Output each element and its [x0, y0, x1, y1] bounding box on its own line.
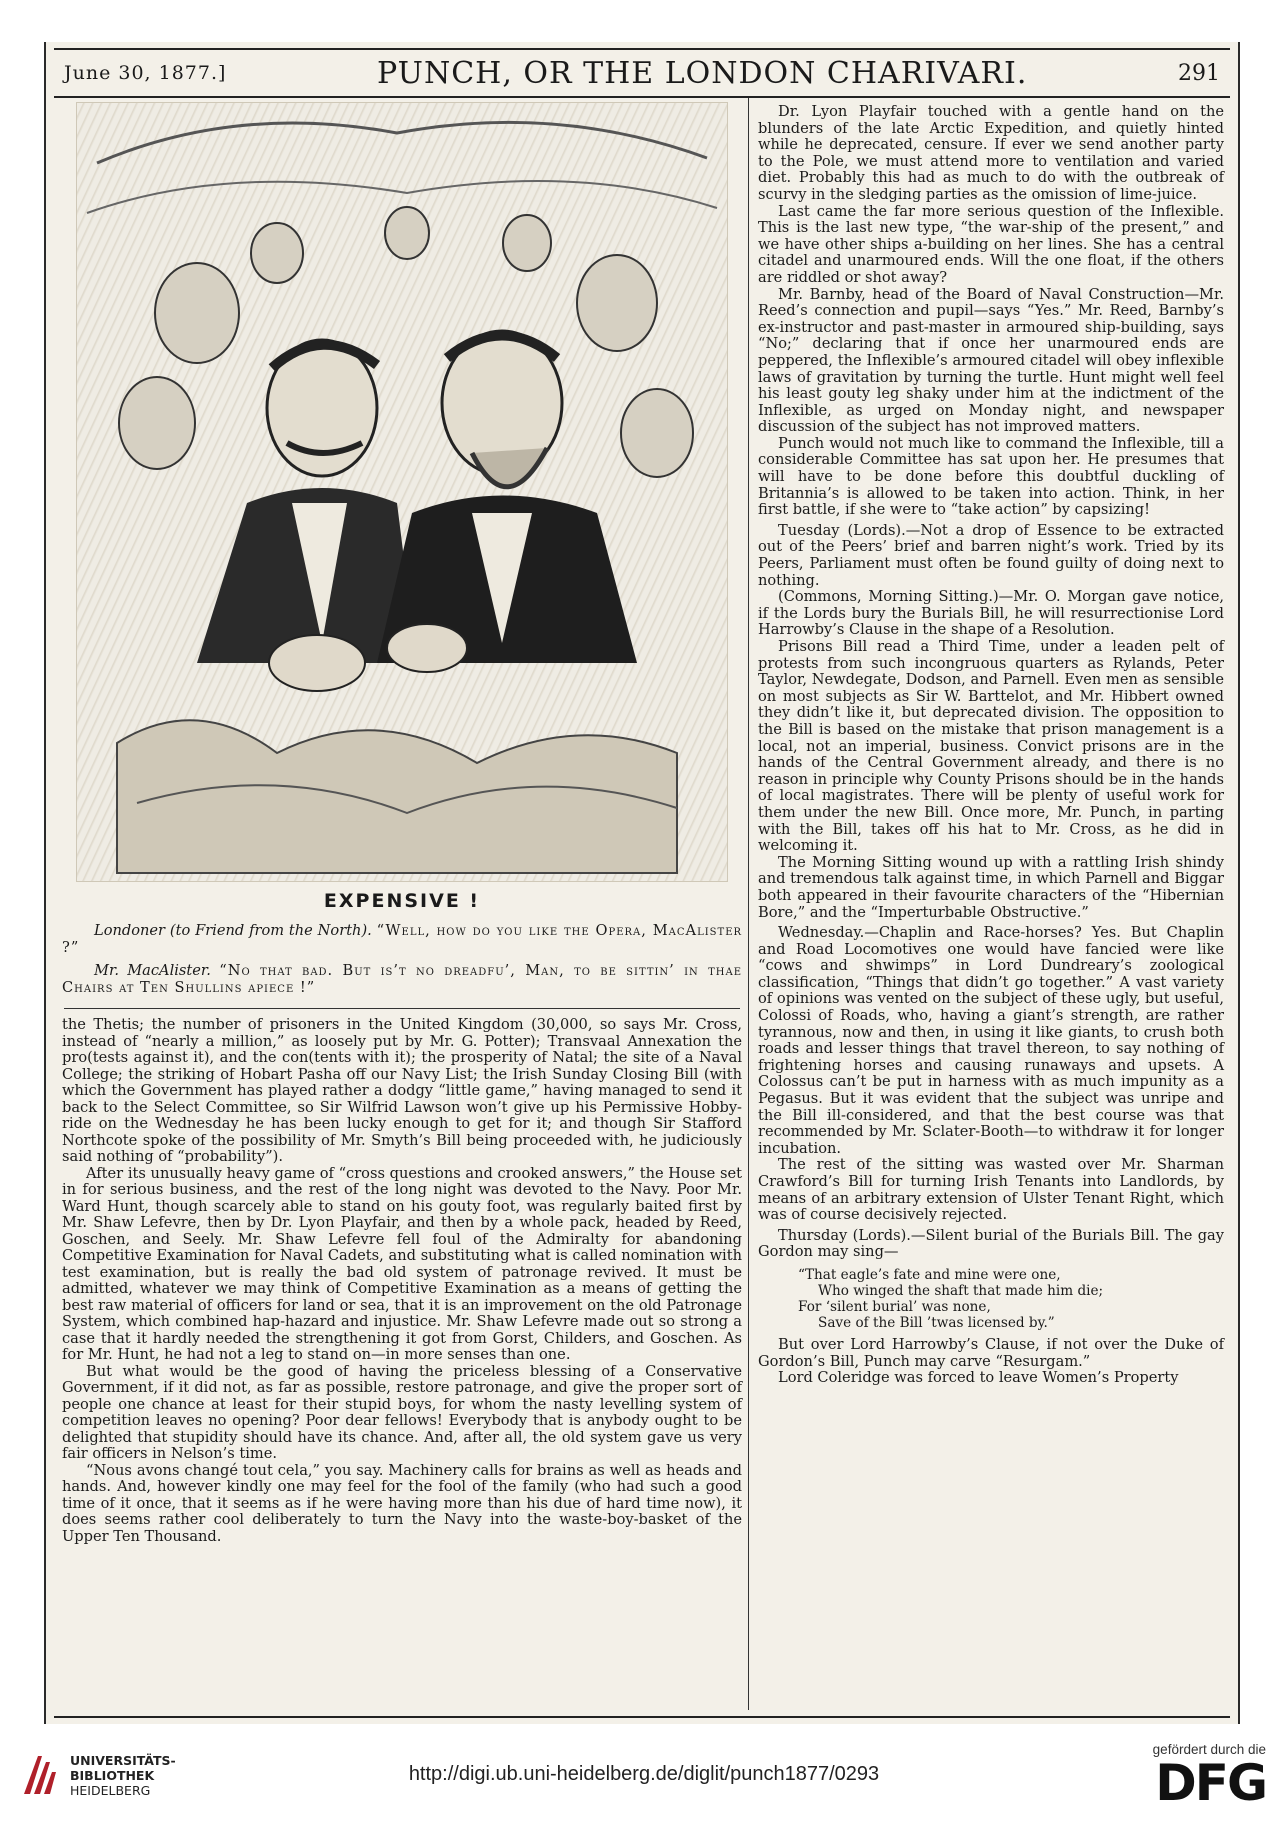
paragraph: Tuesday (Lords).—Not a drop of Essence to be extracted out of the Peers’ brief and barren night’s work. Tried by its Peers, Parliament must often be found guilty of doing next to nothing.	[758, 521, 1224, 589]
caption-text-1: “Well, how do you like the Opera, MacAlister ?”	[62, 922, 743, 956]
paragraph: Lord Coleridge was forced to leave Women’s Property	[778, 1369, 1179, 1387]
paragraph: Dr. Lyon Playfair touched with a gentle hand on the blunders of the late Arctic Expedition, and quietly hinted while he deprecated, censure. If ever we send another party to the Pole, we must attend more to ventilation and varied diet. Probably this had as much to do with the outbreak of scurvy in the sledging parties as the omission of lime-juice.	[758, 103, 1224, 203]
paragraph: But what would be the good of having the priceless blessing of a Conservative Government, if it did not, as far as possible, restore patronage, and give the proper sort of people one chance at least for their stupid boys, for whom the nasty levelling system of competition leaves no opening? Poor dear fellows! Everybody that is anybody ought to be delighted that stupidity should have its chance. And, after all, the old system gave us very fair officers in Nelson’s time.	[62, 1362, 742, 1462]
library-line-2: BIBLIOTHEK	[70, 1767, 155, 1783]
caption-rule	[64, 1008, 740, 1009]
cartoon-illustration	[76, 102, 728, 882]
dfg-logo: DFG	[1155, 1754, 1266, 1812]
paragraph: Last came the far more serious question of the Inflexible. This is the last new type, “the war-ship of the present,” and we have other ships a-building on her lines. She has a central citadel and unarmoured ends. Will the one float, if the others are riddled or shot away?	[758, 202, 1224, 286]
paragraph: Thursday (Lords).—Silent burial of the Burials Bill. The gay Gordon may sing—	[758, 1226, 1224, 1261]
paragraph: Punch would not much like to command the Inflexible, till a considerable Committee has sat upon her. He presumes that will have to be done before this doubtful duckling of Britannia’s is allowed to be taken into action. Think, in her first battle, if she were to “take action” by capsizing!	[758, 434, 1224, 519]
library-line-3: HEIDELBERG	[70, 1782, 151, 1798]
header-title: PUNCH, OR THE LONDON CHARIVARI.	[377, 55, 1028, 91]
caption-speaker-2: Mr. MacAlister.	[94, 962, 211, 979]
paragraph: (Commons, Morning Sitting.)—Mr. O. Morgan gave notice, if the Lords bury the Burials Bill, he will resurrectionise Lord Harrowby’s Clause in the shape of a Resolution.	[758, 588, 1224, 639]
header-page-number: 291	[1178, 60, 1220, 86]
newspaper-page	[44, 42, 1240, 1724]
paragraph: the Thetis; the number of prisoners in the United Kingdom (30,000, so says Mr. Cross, instead of “nearly a million,” as loosely put by Mr. G. Potter); Transvaal Annexation the pro(tests against it), and the con(tents with it); the prosperity of Natal; the site of a Naval College; the striking of Hobart Pasha off our Navy List; the Irish Sunday Closing Bill (with which the Government has played rather a dodgy “little game,” having managed to send it back to the Select Committee, so Sir Wilfrid Lawson won’t give up his Permissive Hobby-ride on the Wednesday he has been lucky enough to get for it; and though Sir Stafford Northcote spoke of the possibility of Mr. Smyth’s Bill being proceeded with, he judiciously said nothing of “probability”).	[62, 1016, 742, 1165]
cartoon-drawing	[77, 103, 727, 881]
right-column	[758, 104, 1224, 1387]
paragraph: Wednesday.—Chaplin and Race-horses? Yes. But Chaplin and Road Locomotives one would have fancied were like “cows and shwimps” in Lord Dundreary’s zoological classification, “Things that didn’t go together.” A vast variety of opinions was vented on the subject of these ugly, but useful, Colossi of Roads, who, having a giant’s strength, are rather tyrannous, now and then, in using it like giants, to crush both roads and lesser things that travel thereon, to say nothing of frightening horses and causing runaways and upsets. A Colossus can’t be put in harness with as much impunity as a Pegasus. But it was evident that the subject was unripe and the Bill ill-considered, and that the best course was that recommended by Mr. Sclater-Booth—to withdraw it for longer incubation.	[758, 924, 1224, 1157]
poem-line: For ‘silent burial’ was none,	[798, 1298, 991, 1315]
paragraph: After its unusually heavy game of “cross questions and crooked answers,” the House set in for serious business, and the rest of the long night was devoted to the Navy. Poor Mr. Ward Hunt, though scarcely able to stand on his gouty foot, was regularly baited first by Mr. Shaw Lefevre, then by Dr. Lyon Playfair, and then by a whole pack, headed by Reed, Goschen, and Seely. Mr. Shaw Lefevre fell foul of the Admiralty for abandoning Competitive Examination for Naval Cadets, and substituting what is called nomination with test examination, but is really the bad old system of patronage revived. It must be admitted, whatever we may think of Competitive Examination as a means of getting the best raw material of officers for land or sea, that it is an improvement on the old Patronage System, which combined hap-hazard and injustice. Mr. Shaw Lefevre made out so strong a case that it hardly needed the strengthening it got from Gorst, Childers, and Goschen. As for Mr. Hunt, he had not a leg to stand on—in more senses than one.	[62, 1164, 742, 1363]
header-date: June 30, 1877.]	[64, 62, 227, 84]
paragraph: But over Lord Harrowby’s Clause, if not over the Duke of Gordon’s Bill, Punch may carve “Resurgam.”	[758, 1335, 1224, 1370]
poem-line: Save of the Bill ’twas licensed by.”	[818, 1314, 1055, 1331]
caption-speaker-1: Londoner	[94, 922, 166, 939]
paragraph: Mr. Barnby, head of the Board of Naval Construction—Mr. Reed’s connection and pupil—says “Yes.” Mr. Reed, Barnby’s ex-instructor and past-master in armoured ship-building, says “No;” declaring that if once her unarmoured ends are peppered, the Inflexible’s armoured citadel will obey inflexible laws of gravitation by turning the turtle. Hunt might well feel his least gouty leg shaky under him at the indictment of the Inflexible, as urged on Monday night, and newspaper discussion of the subject has not improved matters.	[758, 285, 1224, 436]
funder-block[interactable]	[1152, 1742, 1266, 1812]
bottom-rule	[54, 1716, 1230, 1718]
poem	[798, 1267, 1224, 1331]
paragraph: The rest of the sitting was wasted over Mr. Sharman Crawford’s Bill for turning Irish Tenants into Landlords, by means of an arbitrary extension of Ulster Tenant Right, which was of course decisively rejected.	[758, 1156, 1224, 1224]
paragraph: Prisons Bill read a Third Time, under a leaden pelt of protests from such incongruous quarters as Rylands, Peter Taylor, Newdegate, Dodson, and Parnell. Even men as sensible on most subjects as Sir W. Barttelot, and Mr. Hibbert owned they didn’t like it, but deprecated division. The opposition to the Bill is based on the mistake that prison management is a local, not an imperial, business. Convict prisons are in the hands of the Central Government already, and there is no reason in principle why County Prisons should be in the hands of local magistrates. There will be plenty of useful work for them under the new Bill. Once more, Mr. Punch, in parting with the Bill, takes off his hat to Mr. Cross, as he did in welcoming it.	[758, 638, 1224, 855]
caption-direction: (to Friend from the North).	[169, 922, 372, 939]
viewer-footer	[0, 1728, 1288, 1824]
poem-line: “That eagle’s fate and mine were one,	[798, 1266, 1061, 1283]
cartoon-title: EXPENSIVE !	[323, 890, 481, 912]
left-article	[62, 1017, 742, 1545]
caption-text-2: “No that bad. But is’t no dreadfu’, Man, to be sittin’ in thae Chairs at Ten Shullins apiece !”	[62, 962, 743, 996]
library-line-1: UNIVERSITÄTS-	[70, 1752, 176, 1768]
paragraph: The Morning Sitting wound up with a rattling Irish shindy and tremendous talk against time, in which Parnell and Biggar both appeared in their favourite characters of the “Hibernian Bore,” and the “Imperturbable Obstructive.”	[758, 853, 1224, 921]
page-header	[54, 48, 1230, 98]
poem-line: Who winged the shaft that made him die;	[818, 1282, 1104, 1299]
paragraph: “Nous avons changé tout cela,” you say. Machinery calls for brains as well as heads and hands. And, however kindly one may feel for the fool of the family (who had such a good time of it once, that it seems as if he were having more than his due of hard time now), it does seems rather cool deliberately to turn the Navy into the waste-boy-basket of the Upper Ten Thousand.	[62, 1461, 742, 1545]
caption-line-2	[62, 962, 742, 996]
caption-line-1	[62, 922, 742, 956]
permalink-url[interactable]: http://digi.ub.uni-heidelberg.de/diglit/punch1877/0293	[408, 1763, 880, 1785]
cartoon-caption	[62, 922, 742, 996]
column-rule	[748, 98, 749, 1710]
left-column	[62, 102, 742, 1545]
funded-by-label: gefördert durch die	[1152, 1742, 1266, 1757]
